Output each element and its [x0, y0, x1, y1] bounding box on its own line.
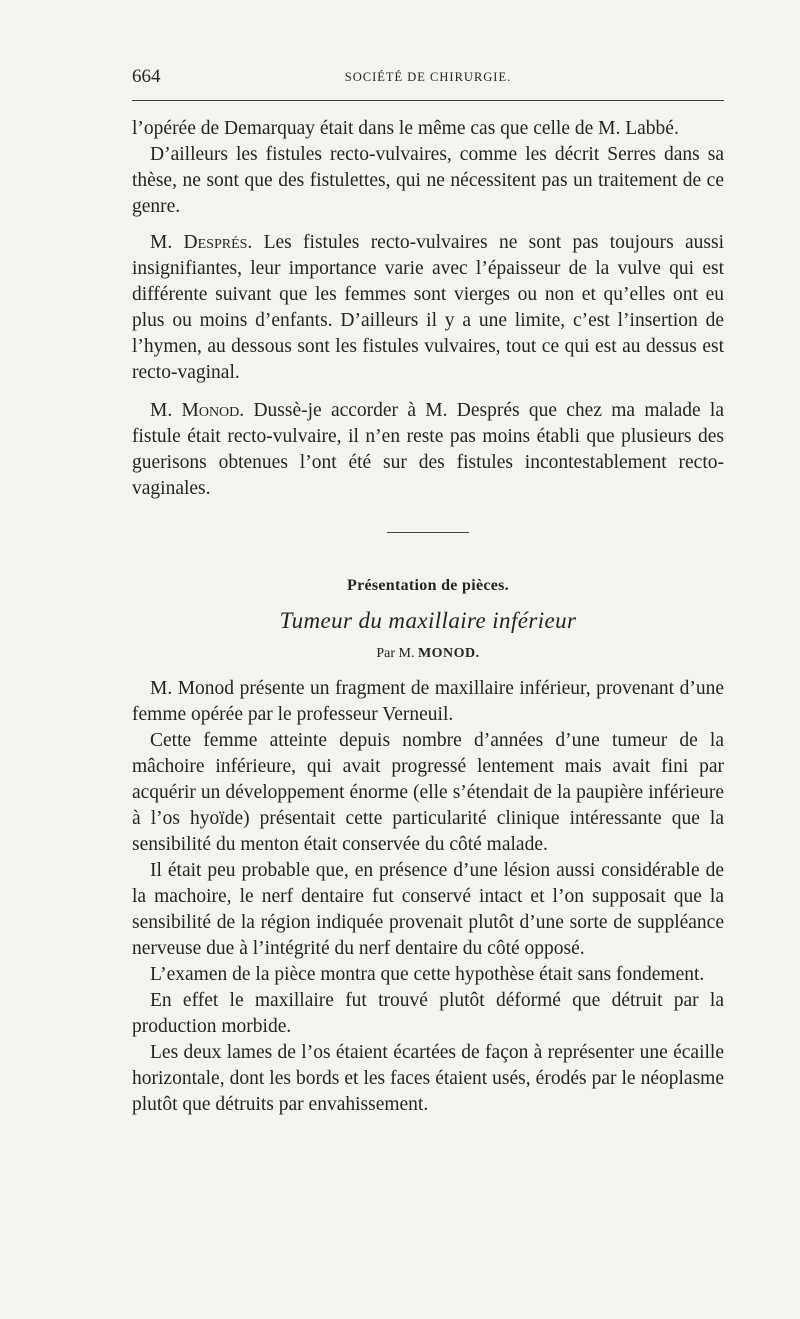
byline-prefix: Par M. — [376, 646, 415, 661]
header-rule — [132, 100, 724, 101]
monod-reply — [132, 398, 724, 502]
monod-reply-text: Dussè-je accorder à M. Després que chez ma malade la fistule était recto-vulvaire, il n’en reste pas moins établi que plusieurs des guerisons obtenues l’ont été sur des fistules incontestablement recto-vaginales. — [132, 400, 725, 499]
byline — [132, 646, 724, 662]
article-paragraph-3: Il était peu probable que, en présence d’une lésion aussi considérable de la machoire, le nerf dentaire fut conservé intact et l’on supposait que la sensibilité de la région indiquée provenait plutôt d’une sorte de suppléance nerveuse due à l’intégrité du nerf dentaire du côté opposé. — [132, 860, 724, 959]
author-name: MONOD. — [417, 646, 480, 661]
section-divider — [387, 532, 469, 533]
article-paragraph-1: M. Monod présente un fragment de maxillaire inférieur, provenant d’une femme opérée par le professeur Verneuil. — [132, 678, 724, 725]
opening-paragraph-2: D’ailleurs les fistules recto-vulvaires, comme les décrit Serres dans sa thèse, ne sont que des fistulettes, qui ne nécessitent pas un traitement de ce genre. — [132, 144, 724, 217]
journal-title: SOCIÉTÉ DE CHIRURGIE. — [344, 70, 512, 84]
paragraph-gap — [132, 220, 724, 230]
article-paragraph-4: L’examen de la pièce montra que cette hypothèse était sans fondement. — [150, 964, 705, 985]
article-title: Tumeur du maxillaire inférieur — [279, 608, 577, 633]
despres-remark — [132, 230, 724, 386]
running-head — [132, 66, 724, 90]
despres-remark-text: Les fistules recto-vulvaires ne sont pas toujours aussi insignifiantes, leur importance varie avec l’épaisseur de la vulve qui est différente suivant que les femmes sont vierges ou non et qu’elles ont eu plus ou moins d’enfants. D’ailleurs il y a une limite, c’est l’insertion de l’hymen, au dessous sont les fistules vulvaires, tout ce qui est au dessus est recto-vaginal. — [132, 232, 724, 383]
speaker-despres: M. Després. — [150, 232, 253, 253]
section-heading: Présentation de pièces. — [347, 577, 509, 594]
article-paragraph-2: Cette femme atteinte depuis nombre d’années d’une tumeur de la mâchoire inférieure, qui avait progressé lentement mais avait fini par acquérir un développement énorme (elle s’étendait de la paupière inférieure à l’os hyoïde) présentait cette particularité clinique intéressante que la sensibilité du menton était conservée du côté malade. — [132, 730, 724, 855]
speaker-monod: M. Monod. — [150, 400, 245, 421]
section-gap — [132, 662, 724, 676]
page-number: 664 — [132, 66, 161, 87]
page-content — [132, 116, 724, 1118]
article-paragraph-6: Les deux lames de l’os étaient écartées de façon à représenter une écaille horizontale, dont les bords et les faces étaient usés, érodés par le néoplasme plutôt que détruits par envahissement. — [132, 1042, 724, 1115]
article-paragraph-5: En effet le maxillaire fut trouvé plutôt déformé que détruit par la production morbide. — [132, 990, 724, 1037]
paragraph-gap — [132, 386, 724, 398]
opening-paragraph-1: l’opérée de Demarquay était dans le même cas que celle de M. Labbé. — [132, 118, 679, 139]
